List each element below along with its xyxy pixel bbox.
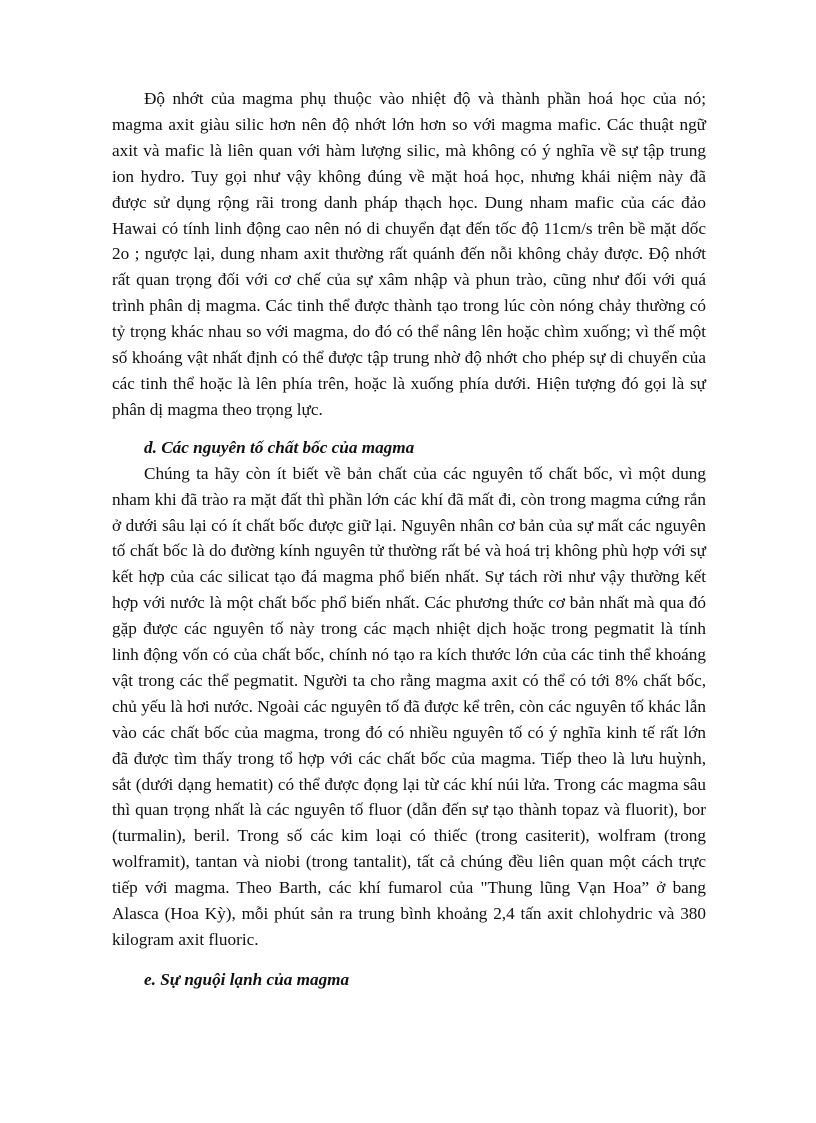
document-page xyxy=(112,86,706,993)
body-paragraph: Chúng ta hãy còn ít biết về bản chất của các nguyên tố chất bốc, vì một dung nham khi đã trào ra mặt đất thì phần lớn các khí đã mất đi, còn trong magma cứng rắn ở dưới sâu lại có ít chất bốc được giữ lại. Nguyên nhân cơ bản của sự mất các nguyên tố chất bốc là do đường kính nguyên tử thường rất bé và hoá trị không phù hợp với sự kết hợp của các silicat tạo đá magma phổ biến nhất. Sự tách rời như vậy thường kết hợp với nước là một chất bốc phổ biến nhất. Các phương thức cơ bản nhất mà qua đó gặp được các nguyên tố này trong các mạch nhiệt dịch hoặc trong pegmatit là tính linh động vốn có của chất bốc, chính nó tạo ra kích thước lớn của các tinh thể khoáng vật trong các thể pegmatit. Người ta cho rằng magma axit có thể có tới 8% chất bốc, chủ yếu là hơi nước. Ngoài các nguyên tố đã được kể trên, còn các nguyên tố khác lẫn vào các chất bốc của magma, trong đó có nhiều nguyên tố có ý nghĩa kinh tế rất lớn đã được tìm thấy trong tổ hợp với các chất bốc của magma. Tiếp theo là lưu huỳnh, sắt (dưới dạng hematit) có thể được đọng lại từ các khí núi lửa. Trong các magma sâu thì quan trọng nhất là các nguyên tố fluor (dẫn đến sự tạo thành topaz và fluorit), bor (turmalin), beril. Trong số các kim loại có thiếc (trong casiterit), wolfram (trong wolframit), tantan và niobi (trong tantalit), tất cả chúng đều liên quan một cách trực tiếp với magma. Theo Barth, các khí fumarol của "Thung lũng Vạn Hoa” ở bang Alasca (Hoa Kỳ), mỗi phút sản ra trung bình khoảng 2,4 tấn axit chlohydric và 380 kilogram axit fluoric. xyxy=(112,463,706,949)
body-paragraph: Độ nhớt của magma phụ thuộc vào nhiệt độ và thành phần hoá học của nó; magma axit giàu silic hơn nên độ nhớt lớn hơn so với magma mafic. Các thuật ngữ axit và mafic là liên quan với hàm lượng silic, mà không có ý nghĩa về sự tập trung ion hydro. Tuy gọi như vậy không đúng về mặt hoá học, nhưng khái niệm này đã được sử dụng rộng rãi trong danh pháp thạch học. Dung nham mafic của các đảo Hawai có tính linh động cao nên nó di chuyển đạt đến tốc độ 11cm/s trên bề mặt dốc 2o ; ngược lại, dung nham axit thường rất quánh đến nỗi không chảy được. Độ nhớt rất quan trọng đối với cơ chế của sự xâm nhập và phun trào, cũng như đối với quá trình phân dị magma. Các tinh thể được thành tạo trong lúc còn nóng chảy thường có tỷ trọng khác nhau so với magma, do đó có thể nâng lên hoặc chìm xuống; vì thế một số khoáng vật nhất định có thể được tập trung nhờ độ nhớt cho phép sự di chuyển của các tinh thể hoặc là lên phía trên, hoặc là xuống phía dưới. Hiện tượng đó gọi là sự phân dị magma theo trọng lực. xyxy=(112,89,706,419)
section-heading: e. Sự nguội lạnh của magma xyxy=(144,969,350,989)
section-heading: d. Các nguyên tố chất bốc của magma xyxy=(144,437,415,457)
